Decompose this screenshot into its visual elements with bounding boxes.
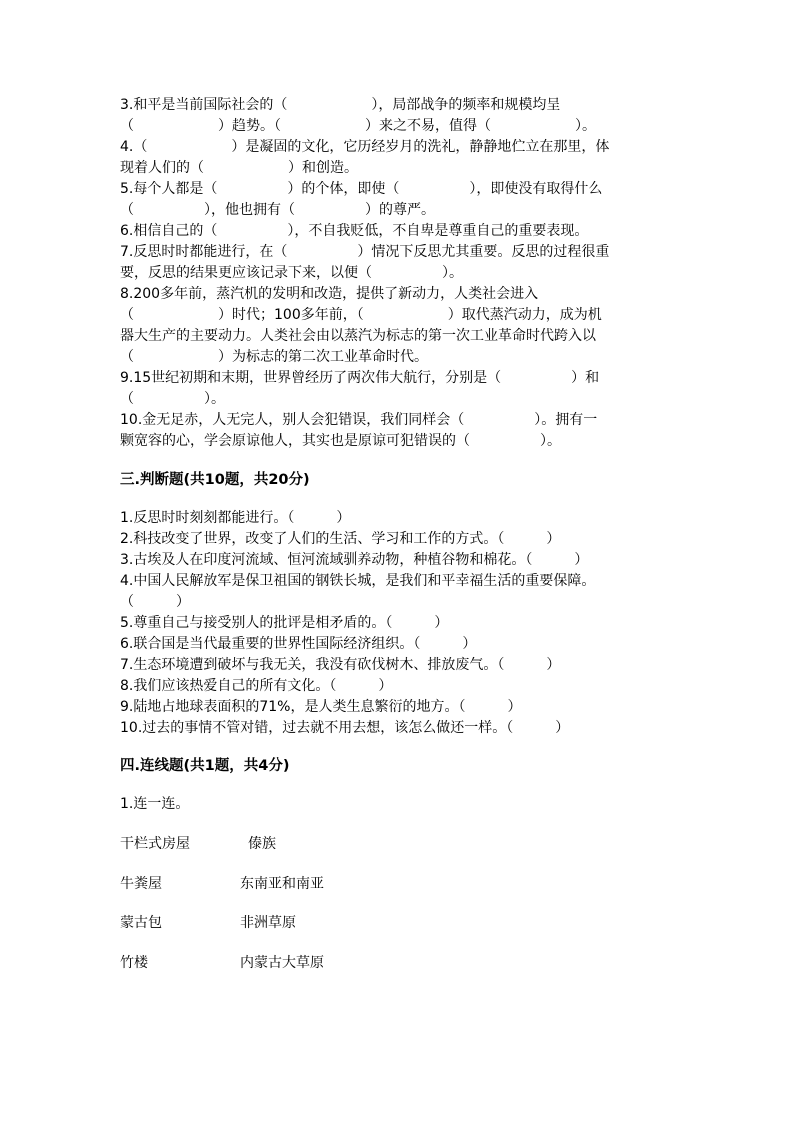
fill-line: 颗宽容的心，学会原谅他人，其实也是原谅可犯错误的（ ）。: [120, 433, 561, 449]
judge-line: 10.过去的事情不管对错，过去就不用去想，该怎么做还一样。（ ）: [120, 720, 570, 736]
fill-line: 7.反思时时都能进行，在（ ）情况下反思尤其重要。反思的过程很重: [120, 244, 610, 260]
judge-line: 8.我们应该热爱自己的所有文化。（ ）: [120, 678, 393, 694]
judge-line: （ ）: [120, 594, 190, 610]
match-left-item: 蒙古包: [120, 915, 162, 931]
fill-line: 5.每个人都是（ ）的个体，即使（ ），即使没有取得什么: [120, 181, 603, 197]
match-right-item: 非洲草原: [240, 915, 296, 931]
judge-line: 3.古埃及人在印度河流域、恒河流域驯养动物，种植谷物和棉花。（ ）: [120, 552, 589, 568]
fill-line: 4.（ ）是凝固的文化，它历经岁月的洗礼，静静地伫立在那里，体: [120, 139, 610, 155]
match-left-item: 竹楼: [120, 955, 148, 971]
judge-line: 4.中国人民解放军是保卫祖国的钢铁长城，是我们和平幸福生活的重要保障。: [120, 573, 596, 589]
judge-line: 2.科技改变了世界，改变了人们的生活、学习和工作的方式。（ ）: [120, 531, 561, 547]
fill-line: 器大生产的主要动力。人类社会由以蒸汽为标志的第一次工业革命时代跨入以: [120, 328, 596, 344]
fill-line: 10.金无足赤，人无完人，别人会犯错误，我们同样会（ ）。拥有一: [120, 412, 598, 428]
fill-line: （ ）为标志的第二次工业革命时代。: [120, 349, 428, 365]
fill-line: 6.相信自己的（ ），不自我贬低，不自卑是尊重自己的重要表现。: [120, 223, 589, 239]
fill-line: 8.200多年前，蒸汽机的发明和改造，提供了新动力，人类社会进入: [120, 286, 539, 302]
fill-line: 9.15世纪初期和末期，世界曾经历了两次伟大航行，分别是（ ）和: [120, 370, 600, 386]
fill-line: （ ）。: [120, 391, 225, 407]
fill-line: （ ）时代；100多年前，（ ）取代蒸汽动力，成为机: [120, 307, 602, 323]
fill-line: 现着人们的（ ）和创造。: [120, 160, 358, 176]
match-right-item: 傣族: [248, 836, 276, 852]
match-right-item: 内蒙古大草原: [240, 955, 324, 971]
match-left-item: 干栏式房屋: [120, 836, 190, 852]
match-left-item: 牛粪屋: [120, 876, 162, 892]
fill-line: 3.和平是当前国际社会的（ ），局部战争的频率和规模均呈: [120, 97, 561, 113]
section-title: 三.判断题(共10题，共20分): [120, 472, 310, 488]
section-title: 四.连线题(共1题，共4分): [120, 758, 290, 774]
judge-line: 6.联合国是当代最重要的世界性国际经济组织。（ ）: [120, 636, 477, 652]
match-right-item: 东南亚和南亚: [240, 876, 324, 892]
match-prompt: 1.连一连。: [120, 796, 190, 812]
judge-line: 5.尊重自己与接受别人的批评是相矛盾的。（ ）: [120, 615, 449, 631]
fill-line: （ ）趋势。（ ）来之不易，值得（ ）。: [120, 118, 596, 134]
fill-line: （ ），他也拥有（ ）的尊严。: [120, 202, 435, 218]
fill-line: 要，反思的结果更应该记录下来，以便（ ）。: [120, 265, 463, 281]
judge-line: 9.陆地占地球表面积的71%，是人类生息繁衍的地方。（ ）: [120, 699, 522, 715]
judge-line: 7.生态环境遭到破坏与我无关，我没有砍伐树木、排放废气。（ ）: [120, 657, 561, 673]
judge-line: 1.反思时时刻刻都能进行。（ ）: [120, 510, 351, 526]
